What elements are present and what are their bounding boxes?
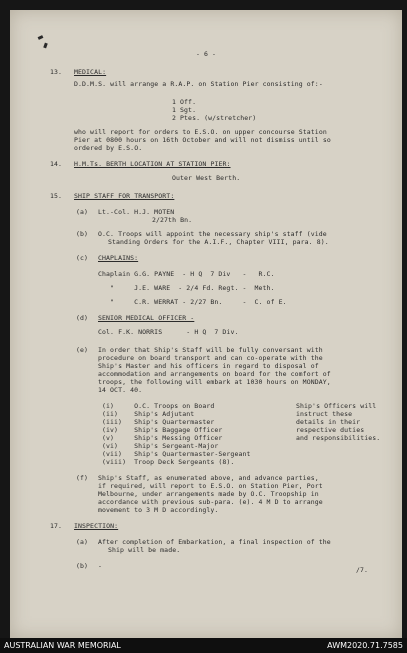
body-text: Ship will be made. — [108, 546, 181, 554]
subsection-label: (a) — [76, 208, 89, 216]
section-heading: INSPECTION: — [74, 522, 119, 530]
body-text: Outer West Berth. — [172, 174, 241, 182]
staff-note: respective duties — [296, 426, 365, 434]
section-heading: H.M.Ts. BERTH LOCATION AT STATION PIER: — [74, 160, 231, 168]
body-text: Ship's Master and his officers in regard to disposal of — [98, 362, 319, 370]
body-text: accommodation and arrangements on board for the comfort of — [98, 370, 331, 378]
body-text: Melbourne, under arrangements made by O.C. Troopship in — [98, 490, 319, 498]
body-text: In order that Ship's Staff will be fully conversant with — [98, 346, 323, 354]
body-text: O.C. Troops will appoint the necessary ship's staff (vide — [98, 230, 327, 238]
document-page — [10, 10, 402, 638]
punch-hole-mark — [38, 35, 44, 40]
body-text: 2/27th Bn. — [152, 216, 193, 224]
section-number: 15. — [50, 192, 63, 200]
body-text: 14 OCT. 40. — [98, 386, 143, 394]
subsection-label: (c) — [76, 254, 89, 262]
body-text: troops, the following will embark at 1030 hours on MONDAY, — [98, 378, 331, 386]
body-text: Pier at 0800 hours on 16th October and will not dismiss until so — [74, 136, 331, 144]
body-text: D.D.M.S. will arrange a R.A.P. on Station Pier consisting of:- — [74, 80, 323, 88]
body-text: - — [98, 562, 103, 570]
archive-id: AWM2020.71.7585 — [327, 641, 403, 650]
list-item: 1 Sgt. — [172, 106, 197, 114]
staff-list-item: (vii) Ship's Quartermaster-Sergeant — [102, 450, 251, 458]
chaplain-row: " J.E. WARE - 2/4 Fd. Regt. - Meth. — [98, 284, 275, 292]
subsection-label: (e) — [76, 346, 89, 354]
staff-note: and responsibilities. — [296, 434, 381, 442]
body-text: Ship's Staff, as enumerated above, and advance parties, — [98, 474, 319, 482]
page-number: - 6 - — [196, 50, 217, 58]
subsection-label: (d) — [76, 314, 89, 322]
subsection-label: (a) — [76, 538, 89, 546]
body-text: Lt.-Col. H.J. MOTEN — [98, 208, 175, 216]
staff-note: Ship's Officers will — [296, 402, 377, 410]
staff-list-item: (i) O.C. Troops on Board — [102, 402, 215, 410]
punch-hole-mark — [43, 43, 48, 49]
body-text: After completion of Embarkation, a final inspection of the — [98, 538, 331, 546]
subsection-heading: SENIOR MEDICAL OFFICER - — [98, 314, 195, 322]
staff-list-item: (vi) Ship's Sergeant-Major — [102, 442, 219, 450]
staff-list-item: (ii) Ship's Adjutant — [102, 410, 195, 418]
section-heading: SHIP STAFF FOR TRANSPORT: — [74, 192, 175, 200]
staff-list-item: (iv) Ship's Baggage Officer — [102, 426, 223, 434]
body-text: procedure on board transport and can co-operate with the — [98, 354, 323, 362]
staff-note: instruct these — [296, 410, 353, 418]
subsection-label: (f) — [76, 474, 89, 482]
list-item: 1 Off. — [172, 98, 197, 106]
staff-list-item: (iii) Ship's Quartermaster — [102, 418, 215, 426]
section-number: 13. — [50, 68, 63, 76]
body-text: movement to 3 M D accordingly. — [98, 506, 219, 514]
staff-note: details in their — [296, 418, 361, 426]
continued-marker: /7. — [356, 566, 369, 574]
chaplain-row: " C.R. WERRAT - 2/27 Bn. - C. of E. — [98, 298, 287, 306]
archive-footer — [0, 638, 407, 653]
staff-list-item: (v) Ship's Messing Officer — [102, 434, 223, 442]
body-text: Col. F.K. NORRIS - H Q 7 Div. — [98, 328, 239, 336]
body-text: accordance with previous sub-para. (e). 4 M D to arrange — [98, 498, 323, 506]
section-number: 14. — [50, 160, 63, 168]
archive-name: AUSTRALIAN WAR MEMORIAL — [4, 641, 121, 650]
body-text: Standing Orders for the A.I.F., Chapter VIII, para. 8). — [108, 238, 329, 246]
subsection-label: (b) — [76, 562, 89, 570]
staff-list-item: (viii) Troop Deck Sergeants (8). — [102, 458, 235, 466]
section-number: 17. — [50, 522, 63, 530]
section-heading: MEDICAL: — [74, 68, 107, 76]
body-text: who will report for orders to E.S.O. on upper concourse Station — [74, 128, 327, 136]
chaplain-row: Chaplain G.G. PAYNE - H Q 7 Div - R.C. — [98, 270, 275, 278]
subsection-heading: CHAPLAINS: — [98, 254, 139, 262]
list-item: 2 Ptes. (w/stretcher) — [172, 114, 257, 122]
body-text: ordered by E.S.O. — [74, 144, 143, 152]
subsection-label: (b) — [76, 230, 89, 238]
body-text: if required, will report to E.S.O. on Station Pier, Port — [98, 482, 323, 490]
